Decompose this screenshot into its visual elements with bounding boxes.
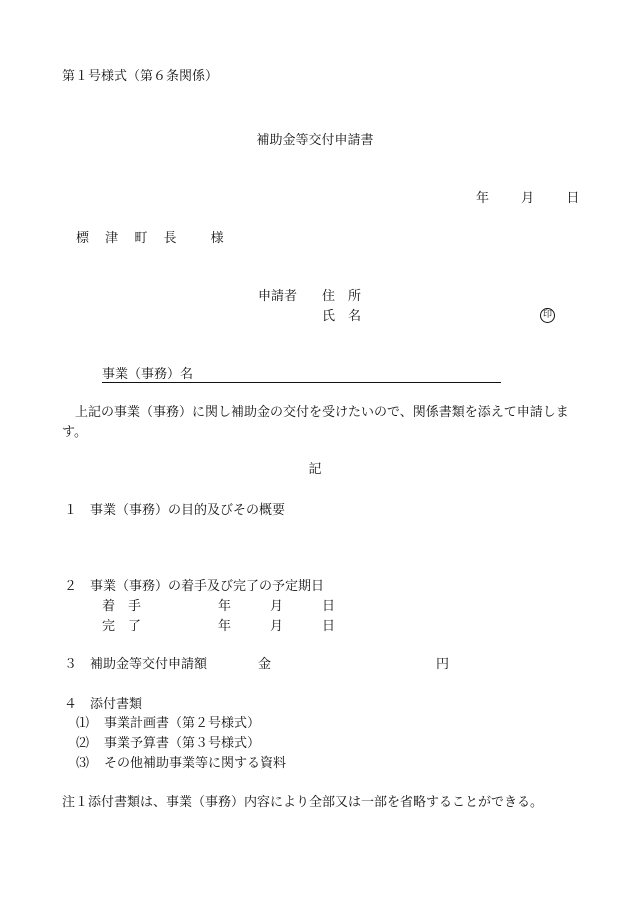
section-1 bbox=[64, 503, 285, 519]
end-label: 完 了 bbox=[102, 619, 142, 634]
note bbox=[62, 795, 543, 811]
application-statement: 上記の事業（事務）に関し補助金の交付を受けたいので、関係書類を添えて申請します。 bbox=[62, 405, 569, 440]
attachment-text: その他補助事業等に関する資料 bbox=[104, 756, 287, 771]
applicant-label: 申請者 bbox=[258, 289, 298, 304]
start-day-label: 日 bbox=[322, 599, 336, 614]
section-text: 事業（事務）の着手及び完了の予定期日 bbox=[90, 579, 325, 594]
seal-mark: 印 bbox=[540, 308, 555, 323]
section-number: ３ bbox=[64, 657, 78, 672]
start-year-label: 年 bbox=[218, 599, 232, 614]
ki-heading: 記 bbox=[308, 462, 322, 477]
section-2 bbox=[64, 579, 324, 595]
form-number: 第１号様式（第６条関係） bbox=[62, 69, 219, 84]
section-text: 補助金等交付申請額 bbox=[90, 657, 208, 672]
date-year-label: 年 bbox=[476, 191, 490, 206]
section-3 bbox=[64, 657, 207, 673]
document-title: 補助金等交付申請書 bbox=[256, 133, 374, 148]
attachment-text: 事業予算書（第３号様式） bbox=[104, 736, 261, 751]
date-month-label: 月 bbox=[521, 191, 535, 206]
addressee bbox=[76, 231, 224, 247]
attachment-number: ⑴ bbox=[76, 716, 90, 731]
addressee-char: 町 bbox=[134, 231, 148, 246]
name-label: 氏 名 bbox=[322, 309, 362, 324]
start-date bbox=[218, 599, 335, 615]
attachment-item bbox=[76, 756, 286, 772]
section-text: 添付書類 bbox=[90, 697, 143, 712]
project-name-label: 事業（事務）名 bbox=[102, 367, 194, 382]
section-4 bbox=[64, 697, 142, 713]
addressee-char: 津 bbox=[105, 231, 119, 246]
start-label: 着 手 bbox=[102, 599, 142, 614]
note-text: 添付書類は、事業（事務）内容により全部又は一部を省略することができる。 bbox=[88, 795, 544, 810]
amount-unit: 円 bbox=[436, 657, 450, 672]
end-day-label: 日 bbox=[322, 619, 336, 634]
addressee-char: 標 bbox=[76, 231, 90, 246]
attachment-number: ⑶ bbox=[76, 756, 90, 771]
date-line bbox=[476, 191, 579, 207]
attachment-item bbox=[76, 716, 260, 732]
addressee-honorific: 様 bbox=[210, 231, 224, 246]
section-number: ４ bbox=[64, 697, 78, 712]
end-date bbox=[218, 619, 335, 635]
section-text: 事業（事務）の目的及びその概要 bbox=[90, 503, 286, 518]
attachment-item bbox=[76, 736, 260, 752]
attachment-text: 事業計画書（第２号様式） bbox=[104, 716, 261, 731]
section-number: ２ bbox=[64, 579, 78, 594]
amount-prefix: 金 bbox=[258, 657, 272, 672]
addressee-char: 長 bbox=[163, 231, 177, 246]
start-month-label: 月 bbox=[270, 599, 284, 614]
end-year-label: 年 bbox=[218, 619, 232, 634]
address-label: 住 所 bbox=[322, 289, 362, 304]
end-month-label: 月 bbox=[270, 619, 284, 634]
section-number: １ bbox=[64, 503, 78, 518]
note-label: 注１ bbox=[62, 795, 89, 810]
project-name-underline bbox=[102, 382, 501, 383]
attachment-number: ⑵ bbox=[76, 736, 90, 751]
date-day-label: 日 bbox=[566, 191, 580, 206]
